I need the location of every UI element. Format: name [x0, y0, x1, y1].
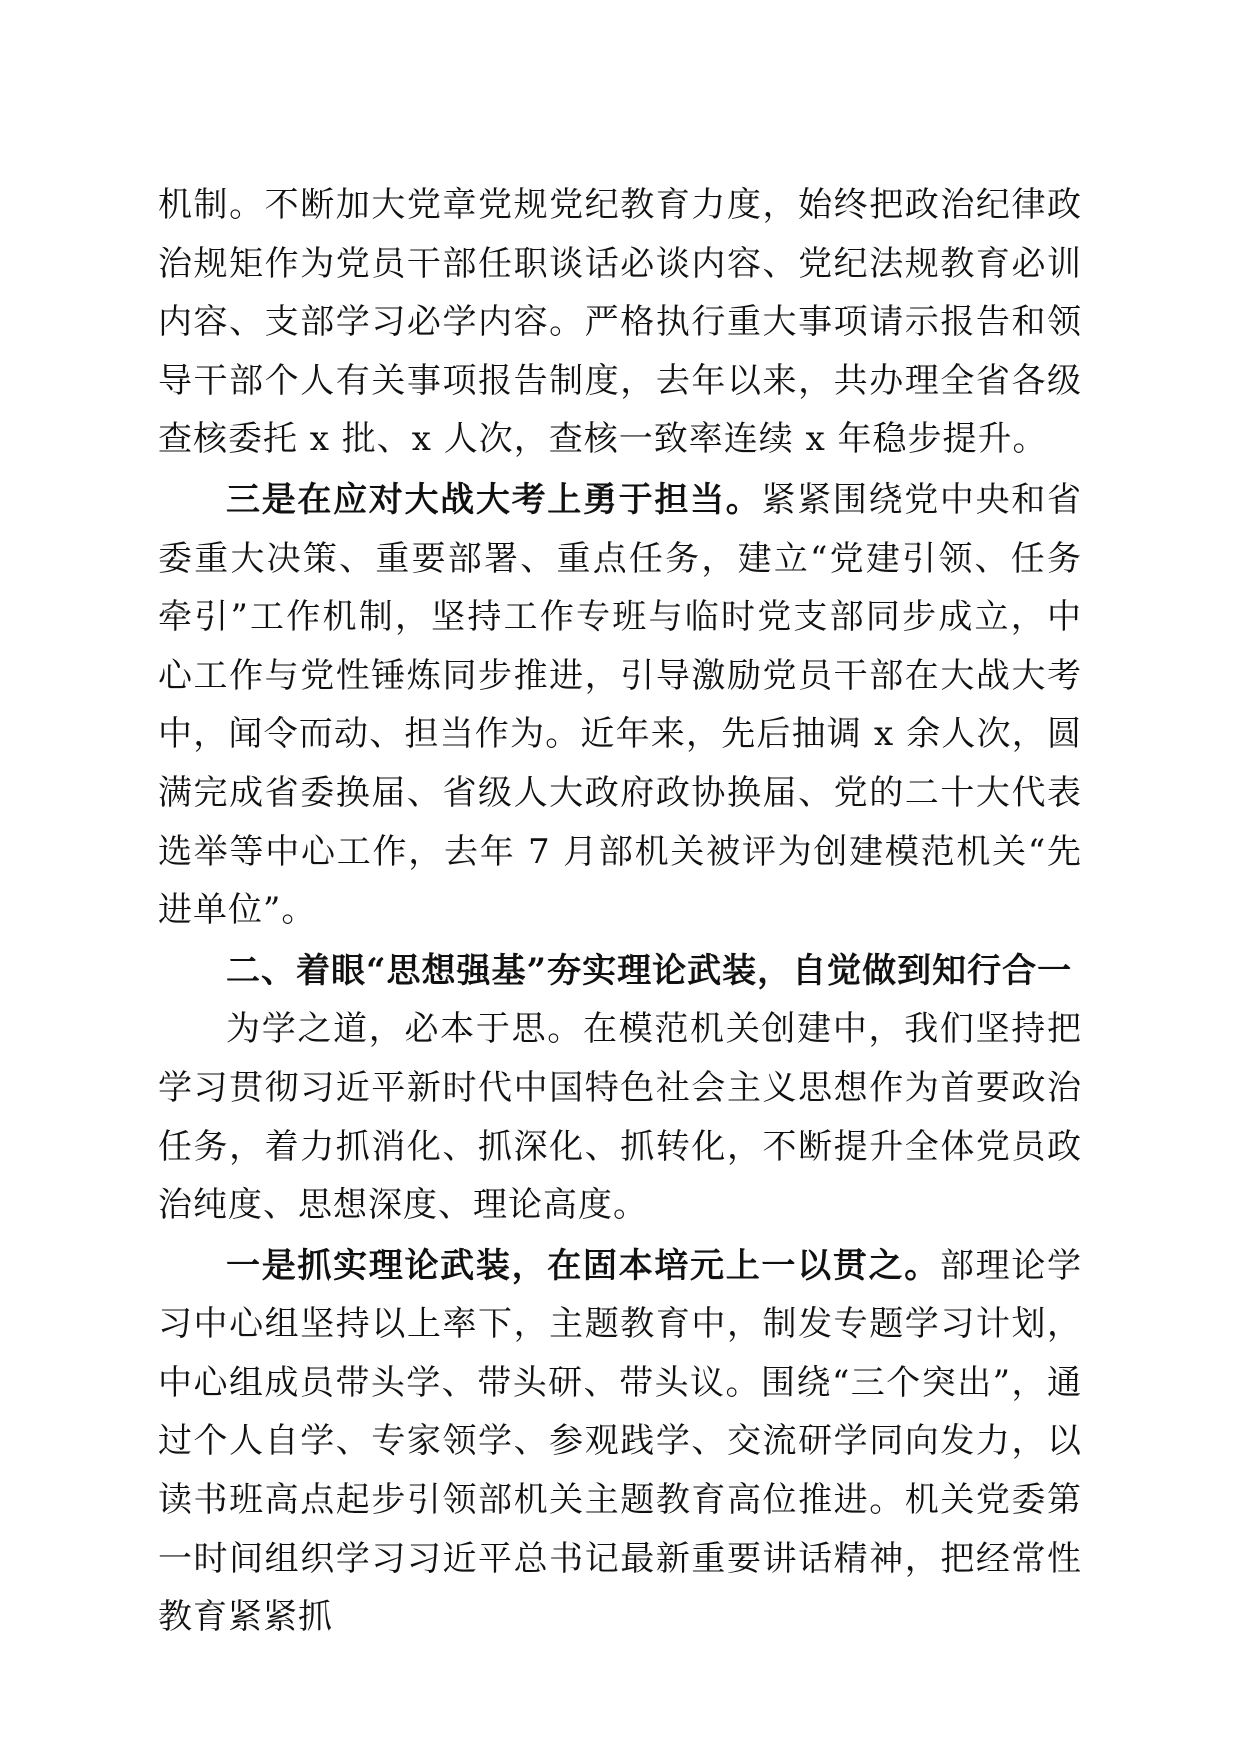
paragraph-third-point	[158, 471, 1082, 940]
paragraph-lead: 一是抓实理论武装，在固本培元上一以贯之。	[226, 1245, 940, 1286]
paragraph-first-point	[158, 1237, 1082, 1647]
paragraph-text: 紧紧围绕党中央和省委重大决策、重要部署、重点任务，建立“党建引领、任务牵引”工作机制，坚持工作专班与临时党支部同步成立，中心工作与党性锤炼同步推进，引导激励党员干部在大战大考中，闻令而动、担当作为。近年来，先后抽调 x 余人次，圆满完成省委换届、省级人大政府政协换届、党的二十大代表选举等中心工作，去年 7 月部机关被评为创建模范机关“先进单位”。	[158, 479, 1083, 931]
paragraph-text: 机制。不断加大党章党规党纪教育力度，始终把政治纪律政治规矩作为党员干部任职谈话必谈内容、党纪法规教育必训内容、支部学习必学内容。严格执行重大事项请示报告和领导干部个人有关事项报告制度，去年以来，共办理全省各级查核委托 x 批、x 人次，查核一致率连续 x 年稳步提升。	[158, 185, 1082, 460]
section-heading	[158, 942, 1082, 1001]
paragraph-text: 部理论学习中心组坚持以上率下，主题教育中，制发专题学习计划，中心组成员带头学、带头研、带头议。围绕“三个突出”，通过个人自学、专家领学、参观践学、交流研学同向发力，以读书班高点起步引领部机关主题教育高位推进。机关党委第一时间组织学习习近平总书记最新重要讲话精神，把经常性教育紧紧抓	[158, 1245, 1083, 1638]
paragraph-text: 为学之道，必本于思。在模范机关创建中，我们坚持把学习贯彻习近平新时代中国特色社会主义思想作为首要政治任务，着力抓消化、抓深化、抓转化，不断提升全体党员政治纯度、思想深度、理论高度。	[158, 1009, 1082, 1226]
paragraph-continuation	[158, 176, 1082, 469]
document-page	[158, 176, 1082, 1647]
paragraph-lead: 三是在应对大战大考上勇于担当。	[226, 479, 762, 520]
paragraph-intro	[158, 1000, 1082, 1234]
section-heading-text: 二、着眼“思想强基”夯实理论武装，自觉做到知行合一	[226, 950, 1073, 991]
